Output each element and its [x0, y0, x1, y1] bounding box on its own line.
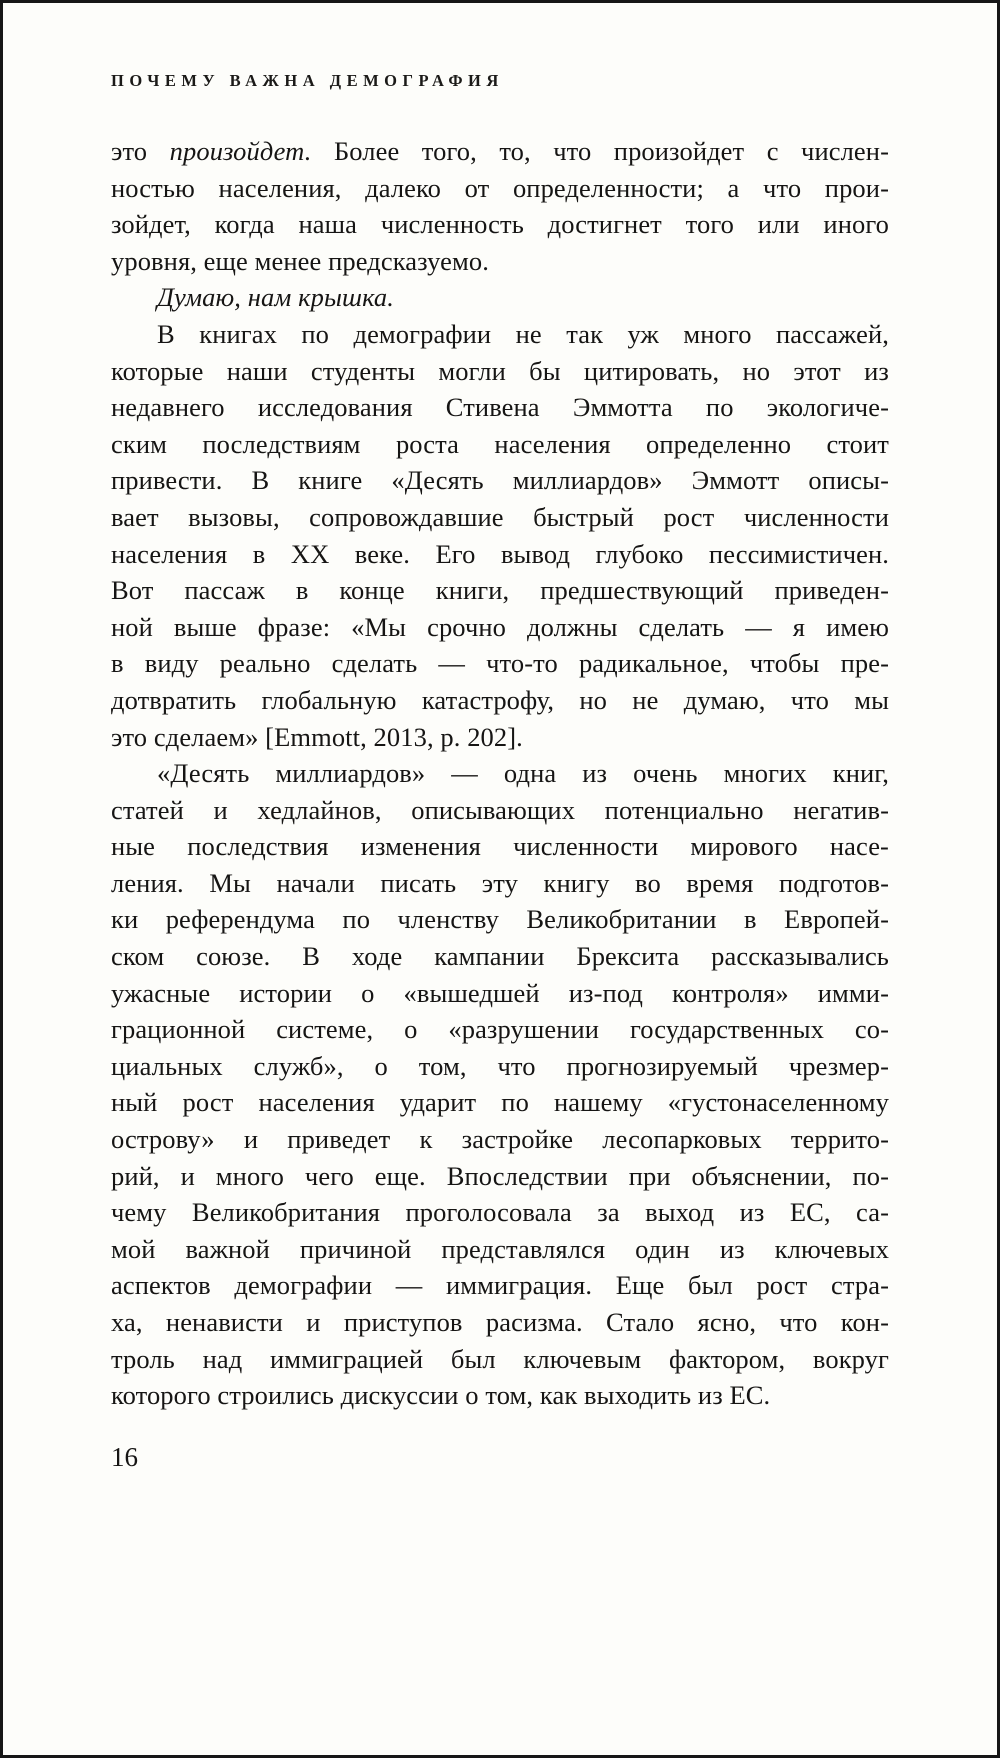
text-line: ки референдума по членству Великобритании в Европей-: [111, 904, 889, 935]
text-line: недавнего исследования Стивена Эммотта по экологиче-: [111, 392, 889, 423]
text-line: В книгах по демографии не так уж много пассажей,: [157, 318, 889, 349]
text-line: которого строились дискуссии о том, как выходить из ЕС.: [111, 1380, 771, 1411]
text-line: ления. Мы начали писать эту книгу во время подготов-: [111, 867, 889, 898]
text-line: в виду реально сделать — что-то радикальное, чтобы пре-: [111, 648, 889, 679]
text-line: уровня, еще менее предсказуемо.: [111, 245, 489, 276]
text-line: статей и хедлайнов, описывающих потенциально негатив-: [111, 794, 889, 825]
text-line: острову» и приведет к застройке лесопарковых террито-: [111, 1124, 889, 1155]
text-line: ные последствия изменения численности мирового насе-: [111, 831, 889, 862]
body-text: [111, 133, 889, 1414]
text-line: ностью населения, далеко от определенности; а что прои-: [111, 172, 889, 203]
text-line: рий, и много чего еще. Впоследствии при объяснении, по-: [111, 1160, 889, 1191]
text-line: «Десять миллиардов» — одна из очень многих книг,: [157, 758, 889, 789]
text-line: ском союзе. В ходе кампании Брексита рассказывались: [111, 941, 889, 972]
text-line: это сделаем» [Emmott, 2013, p. 202].: [111, 721, 523, 752]
page-number: 16: [111, 1441, 138, 1472]
text-line: аспектов демографии — иммиграция. Еще был рост стра-: [111, 1270, 889, 1301]
running-head: ПОЧЕМУ ВАЖНА ДЕМОГРАФИЯ: [111, 71, 504, 90]
paragraph: [111, 279, 889, 316]
text-line: это произойдет. Более того, то, что произойдет с числен-: [111, 136, 889, 166]
text-line: Думаю, нам крышка.: [157, 282, 395, 313]
text-line: которые наши студенты могли бы цитировать, но этот из: [111, 355, 889, 386]
paragraph: [111, 133, 889, 279]
text-line: вает вызовы, сопровождавшие быстрый рост численности: [111, 501, 889, 532]
text-line: Вот пассаж в конце книги, предшествующий приведен-: [111, 575, 889, 606]
text-line: троль над иммиграцией был ключевым фактором, вокруг: [111, 1343, 889, 1374]
text-line: чему Великобритания проголосовала за выход из ЕС, са-: [111, 1197, 889, 1228]
text-line: ским последствиям роста населения определенно стоит: [111, 428, 889, 459]
text-line: ный рост населения ударит по нашему «густонаселенному: [111, 1087, 889, 1118]
paragraph: [111, 755, 889, 1414]
page-content: [3, 3, 997, 1473]
text-line: ха, ненависти и приступов расизма. Стало ясно, что кон-: [111, 1307, 889, 1337]
text-line: ужасные истории о «вышедшей из-под контроля» имми-: [111, 977, 889, 1008]
text-line: мой важной причиной представлялся один из ключевых: [111, 1233, 889, 1264]
paragraph: [111, 316, 889, 755]
text-line: дотвратить глобальную катастрофу, но не думаю, что мы: [111, 684, 889, 715]
text-line: циальных служб», о том, что прогнозируемый чрезмер-: [111, 1050, 889, 1081]
text-line: ной выше фразе: «Мы срочно должны сделать — я имею: [111, 611, 889, 642]
text-line: зойдет, когда наша численность достигнет того или иного: [111, 209, 889, 240]
text-line: грационной системе, о «разрушении государственных со-: [111, 1014, 889, 1045]
text-line: привести. В книге «Десять миллиардов» Эммотт описы-: [111, 465, 889, 496]
text-line: населения в XX веке. Его вывод глубоко пессимистичен.: [111, 538, 889, 569]
